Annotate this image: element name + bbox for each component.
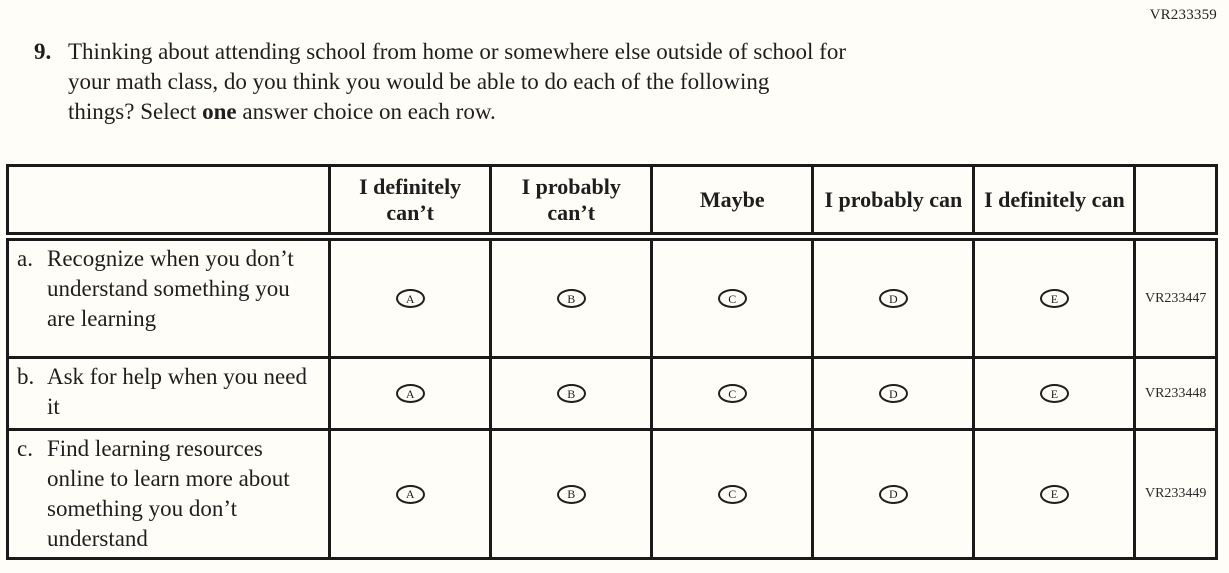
- row-a-bubble-b[interactable]: B: [557, 289, 586, 308]
- row-b-bubble-e[interactable]: E: [1040, 384, 1069, 403]
- header-code-cell: [1135, 166, 1217, 237]
- question-number: 9.: [34, 39, 52, 64]
- question-line-3: [68, 97, 846, 127]
- row-c-code: VR233449: [1135, 430, 1217, 559]
- row-b-text: Ask for help when you need it: [47, 364, 307, 419]
- row-b-option-e-cell: [974, 358, 1135, 430]
- row-a-option-a-cell: [330, 237, 491, 358]
- row-b-bubble-a[interactable]: A: [396, 384, 425, 403]
- row-a-option-c-cell: [652, 237, 813, 358]
- table-row-b: [8, 358, 1217, 430]
- row-b-bubble-b[interactable]: B: [557, 384, 586, 403]
- question-line-3-start: things? Select: [68, 99, 203, 124]
- page-code: VR233359: [1149, 7, 1217, 23]
- question-line-3-end: answer choice on each row.: [236, 99, 496, 124]
- row-c-option-a-cell: [330, 430, 491, 559]
- question-text: [68, 37, 846, 127]
- row-a-code: VR233447: [1135, 237, 1217, 358]
- row-a-option-e-cell: [974, 237, 1135, 358]
- row-c-bubble-c[interactable]: C: [718, 485, 747, 504]
- header-stub-cell: [8, 166, 330, 237]
- question-line-2: your math class, do you think you would be able to do each of the following: [68, 69, 770, 94]
- row-c-option-d-cell: [813, 430, 974, 559]
- row-c-bubble-d[interactable]: D: [879, 485, 908, 504]
- row-c-option-b-cell: [491, 430, 652, 559]
- header-probably-cant: I probably can’t: [491, 166, 652, 237]
- row-c-text: Find learning resources online to learn more about something you don’t understand: [47, 436, 290, 551]
- header-definitely-can: I definitely can: [974, 166, 1135, 237]
- row-a-label: [8, 237, 330, 358]
- survey-table: [6, 164, 1218, 560]
- row-b-option-b-cell: [491, 358, 652, 430]
- table-row-a: [8, 237, 1217, 358]
- row-b-option-a-cell: [330, 358, 491, 430]
- row-a-bubble-d[interactable]: D: [879, 289, 908, 308]
- row-c-option-e-cell: [974, 430, 1135, 559]
- row-a-letter: a.: [17, 246, 33, 271]
- row-b-option-c-cell: [652, 358, 813, 430]
- row-a-bubble-a[interactable]: A: [396, 289, 425, 308]
- row-c-option-c-cell: [652, 430, 813, 559]
- row-b-option-d-cell: [813, 358, 974, 430]
- row-c-bubble-b[interactable]: B: [557, 485, 586, 504]
- row-a-option-b-cell: [491, 237, 652, 358]
- row-a-text: Recognize when you don’t understand something you are learning: [47, 246, 294, 331]
- question-block: [34, 37, 1229, 127]
- header-probably-can: I probably can: [813, 166, 974, 237]
- row-b-letter: b.: [17, 364, 35, 389]
- header-row: [8, 166, 1217, 237]
- row-b-label: [8, 358, 330, 430]
- row-c-bubble-a[interactable]: A: [396, 485, 425, 504]
- row-b-code: VR233448: [1135, 358, 1217, 430]
- row-a-bubble-e[interactable]: E: [1040, 289, 1069, 308]
- row-b-bubble-d[interactable]: D: [879, 384, 908, 403]
- row-c-letter: c.: [17, 436, 33, 461]
- question-line-1: Thinking about attending school from home or somewhere else outside of school for: [68, 39, 846, 64]
- table-row-c: [8, 430, 1217, 559]
- row-c-bubble-e[interactable]: E: [1040, 485, 1069, 504]
- question-bold-word: one: [202, 99, 237, 124]
- row-a-bubble-c[interactable]: C: [718, 289, 747, 308]
- header-maybe: Maybe: [652, 166, 813, 237]
- row-b-bubble-c[interactable]: C: [718, 384, 747, 403]
- row-a-option-d-cell: [813, 237, 974, 358]
- row-c-label: [8, 430, 330, 559]
- header-definitely-cant: I definitely can’t: [330, 166, 491, 237]
